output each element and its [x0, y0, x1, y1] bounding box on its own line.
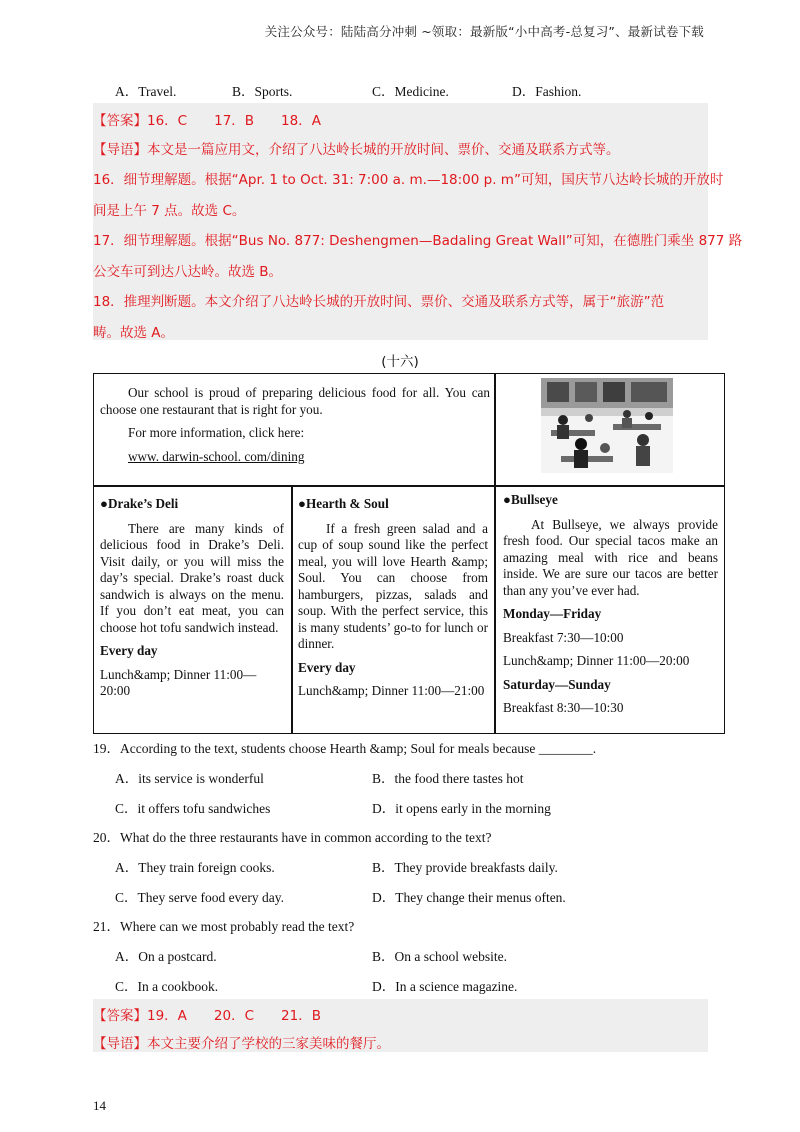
hours-heading-weekend: Saturday—Sunday [503, 676, 611, 692]
answer-block-16-18 [93, 103, 743, 341]
q19-option-d: D．it opens early in the morning [372, 801, 551, 816]
q19-option-c: C．it offers tofu sandwiches [115, 801, 271, 816]
page-number: 14 [93, 1098, 106, 1113]
restaurant-description: At Bullseye, we always provide fresh food. Our special tacos make an amazing meal with rice and beans inside. We are sure our tacos are better than any you’ve ever had. [503, 516, 718, 598]
prev-option-c: C．Medicine. [372, 84, 449, 99]
intro-info: For more information, click here: [128, 425, 305, 440]
q21-option-d: D．In a science magazine. [372, 979, 518, 994]
hours-lunch-dinner: Lunch&amp; Dinner 11:00—20:00 [503, 653, 690, 668]
restaurant-hearth-soul [298, 496, 488, 700]
prev-option-d: D．Fashion. [512, 84, 582, 99]
question-21-stem: 21．Where can we most probably read the text? [93, 919, 355, 934]
hours-breakfast-weekday: Breakfast 7:30—10:00 [503, 629, 624, 645]
restaurant-name: ●Drake’s Deli [100, 496, 179, 511]
answer-line: 【答案】16．C 17．B 18．A [93, 113, 321, 129]
explain-17-line1: 17．细节理解题。根据“Bus No. 877: Deshengmen—Badaling Great Wall”可知，在德胜门乘坐 877 路 [93, 233, 743, 249]
cafeteria-illustration [541, 378, 673, 473]
q20-option-a: A．They train foreign cooks. [115, 860, 275, 875]
q19-option-b: B．the food there tastes hot [372, 771, 524, 786]
restaurant-description: There are many kinds of delicious food in Drake’s Deli. Visit daily, or you will miss the day’s special. Drake’s roast duck sandwich is always on the menu. If you don’t eat meat, you can choose hot tofu sandwich instead. [100, 520, 284, 635]
hours-lunch-dinner: Lunch&amp; Dinner 11:00—20:00 [100, 666, 257, 698]
prev-option-a: A．Travel. [115, 84, 177, 99]
explain-18-line2: 畴。故选 A。 [93, 325, 175, 341]
explain-18-line1: 18．推理判断题。本文介绍了八达岭长城的开放时间、票价、交通及联系方式等，属于“旅游”范 [93, 294, 665, 310]
hours-heading: Every day [100, 643, 158, 658]
explain-16-line1: 16．细节理解题。根据“Apr. 1 to Oct. 31: 7:00 a. m.—18:00 p. m”可知，国庆节八达岭长城的开放时 [93, 172, 724, 188]
restaurant-bullseye [503, 492, 718, 717]
question-20-stem: 20．What do the three restaurants have in common according to the text? [93, 830, 492, 845]
restaurant-description: If a fresh green salad and a cup of soup sound like the perfect meal, you will love Hearth &amp; Soul. You can choose from hamburgers, pizzas, salads and soup. With the perfect service, this is many students’ go-to for lunch or dinner. [298, 520, 488, 651]
dining-link[interactable]: www. darwin-school. com/dining [128, 448, 305, 464]
q21-option-a: A．On a postcard. [115, 949, 217, 964]
table-divider [291, 485, 293, 734]
answer-line: 【答案】19．A 20．C 21．B [93, 1008, 321, 1024]
q20-option-b: B．They provide breakfasts daily. [372, 860, 558, 875]
guide-line: 【导语】本文主要介绍了学校的三家美味的餐厅。 [93, 1036, 390, 1052]
restaurant-name: ●Bullseye [503, 492, 558, 507]
hours-heading-weekday: Monday—Friday [503, 606, 602, 621]
restaurant-drakes-deli [100, 496, 284, 700]
q20-option-c: C．They serve food every day. [115, 890, 284, 905]
page-header: 关注公众号：陆陆高分冲刺 ~领取：最新版“小中高考-总复习”、最新试卷下载 [264, 24, 704, 39]
restaurant-name: ●Hearth & Soul [298, 496, 389, 511]
prev-option-b: B．Sports. [232, 84, 293, 99]
explain-16-line2: 间是上午 7 点。故选 C。 [93, 203, 246, 219]
hours-heading: Every day [298, 659, 356, 675]
hours-breakfast-weekend: Breakfast 8:30—10:30 [503, 700, 624, 715]
q19-option-a: A．its service is wonderful [115, 771, 264, 786]
explain-17-line2: 公交车可到达八达岭。故选 B。 [93, 264, 283, 280]
q21-option-c: C．In a cookbook. [115, 979, 219, 994]
guide-line: 【导语】本文是一篇应用文，介绍了八达岭长城的开放时间、票价、交通及联系方式等。 [93, 142, 620, 158]
intro-cell [100, 385, 490, 465]
answer-block-19-21 [93, 999, 708, 1052]
table-divider [494, 373, 496, 734]
q20-option-d: D．They change their menus often. [372, 890, 566, 905]
intro-paragraph: Our school is proud of preparing delicious food for all. You can choose one restaurant that is right for you. [100, 385, 490, 417]
table-divider [93, 485, 725, 487]
question-19-stem: 19．According to the text, students choose Hearth &amp; Soul for meals because ________. [93, 741, 597, 756]
section-title: (十六) [381, 354, 419, 370]
hours-lunch-dinner: Lunch&amp; Dinner 11:00—21:00 [298, 683, 485, 698]
q21-option-b: B．On a school website. [372, 949, 507, 964]
